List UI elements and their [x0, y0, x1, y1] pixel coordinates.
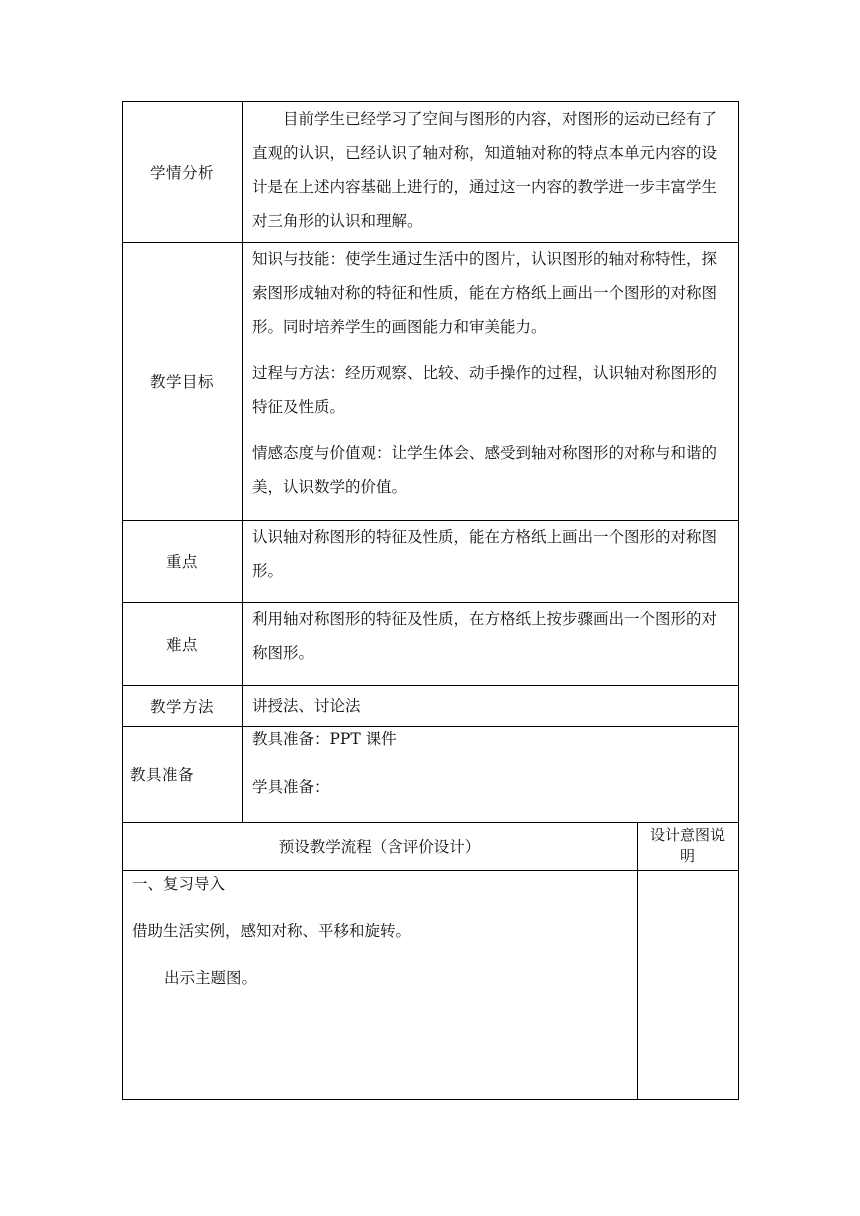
method-text: 讲授法、讨论法: [252, 696, 361, 715]
difficulty-label: 难点: [165, 635, 198, 654]
rule-v-design: [637, 822, 638, 1100]
rule-v-label: [242, 101, 243, 822]
teaching-goals-text: [242, 242, 738, 520]
teacher-materials: 教具准备：PPT 课件: [252, 730, 397, 748]
difficulty-text: 利用轴对称图形的特征及性质，在方格纸上按步骤画出一个图形的对称图形。: [252, 610, 718, 662]
rule-h-bottom: [122, 1099, 739, 1100]
section-title: 一、复习导入: [132, 875, 226, 893]
rule-v-right: [738, 101, 739, 1100]
rule-h: [122, 602, 739, 603]
rule-v-left: [122, 101, 123, 1100]
student-materials: 学具准备：: [252, 778, 330, 796]
rule-h: [122, 870, 739, 871]
student-analysis-paragraph: 目前学生已经学习了空间与图形的内容，对图形的运动已经有了直观的认识，已经认识了轴对称，知道轴对称的特点本单元内容的设计是在上述内容基础上进行的，通过这一内容的教学进一步丰富学生对三角形的认识和理解。: [252, 110, 718, 230]
goal-knowledge: 知识与技能：使学生通过生活中的图片，认识图形的轴对称特性，探索图形成轴对称的特征和性质，能在方格纸上画出一个图形的对称图形。同时培养学生的画图能力和审美能力。: [252, 250, 718, 336]
method-label: 教学方法: [149, 697, 214, 716]
student-analysis-label: 学情分析: [149, 163, 214, 182]
rule-h: [122, 822, 739, 823]
process-line-2: 出示主题图。: [164, 969, 258, 987]
rule-h: [122, 242, 739, 243]
key-point-text: 认识轴对称图形的特征及性质，能在方格纸上画出一个图形的对称图形。: [252, 528, 718, 580]
rule-h: [122, 726, 739, 727]
materials-label: 教具准备: [130, 766, 195, 784]
rule-h-top: [122, 101, 739, 102]
rule-h: [122, 520, 739, 521]
teaching-goals-label: 教学目标: [149, 373, 214, 391]
process-body: [122, 870, 637, 1099]
process-line-1: 借助生活实例，感知对称、平移和旋转。: [132, 922, 412, 940]
rule-h: [122, 685, 739, 686]
goal-emotion: 情感态度与价值观：让学生体会、感受到轴对称图形的对称与和谐的美，认识数学的价值。: [252, 444, 718, 496]
design-note-body: [637, 870, 738, 1099]
process-header-title: 预设教学流程（含评价设计）: [278, 838, 481, 856]
student-analysis-text: [242, 101, 738, 242]
key-point-label: 重点: [165, 553, 198, 571]
materials-text: [242, 726, 738, 822]
goal-process: 过程与方法：经历观察、比较、动手操作的过程，认识轴对称图形的特征及性质。: [252, 364, 718, 416]
design-note-header: 设计意图说明: [649, 826, 725, 865]
